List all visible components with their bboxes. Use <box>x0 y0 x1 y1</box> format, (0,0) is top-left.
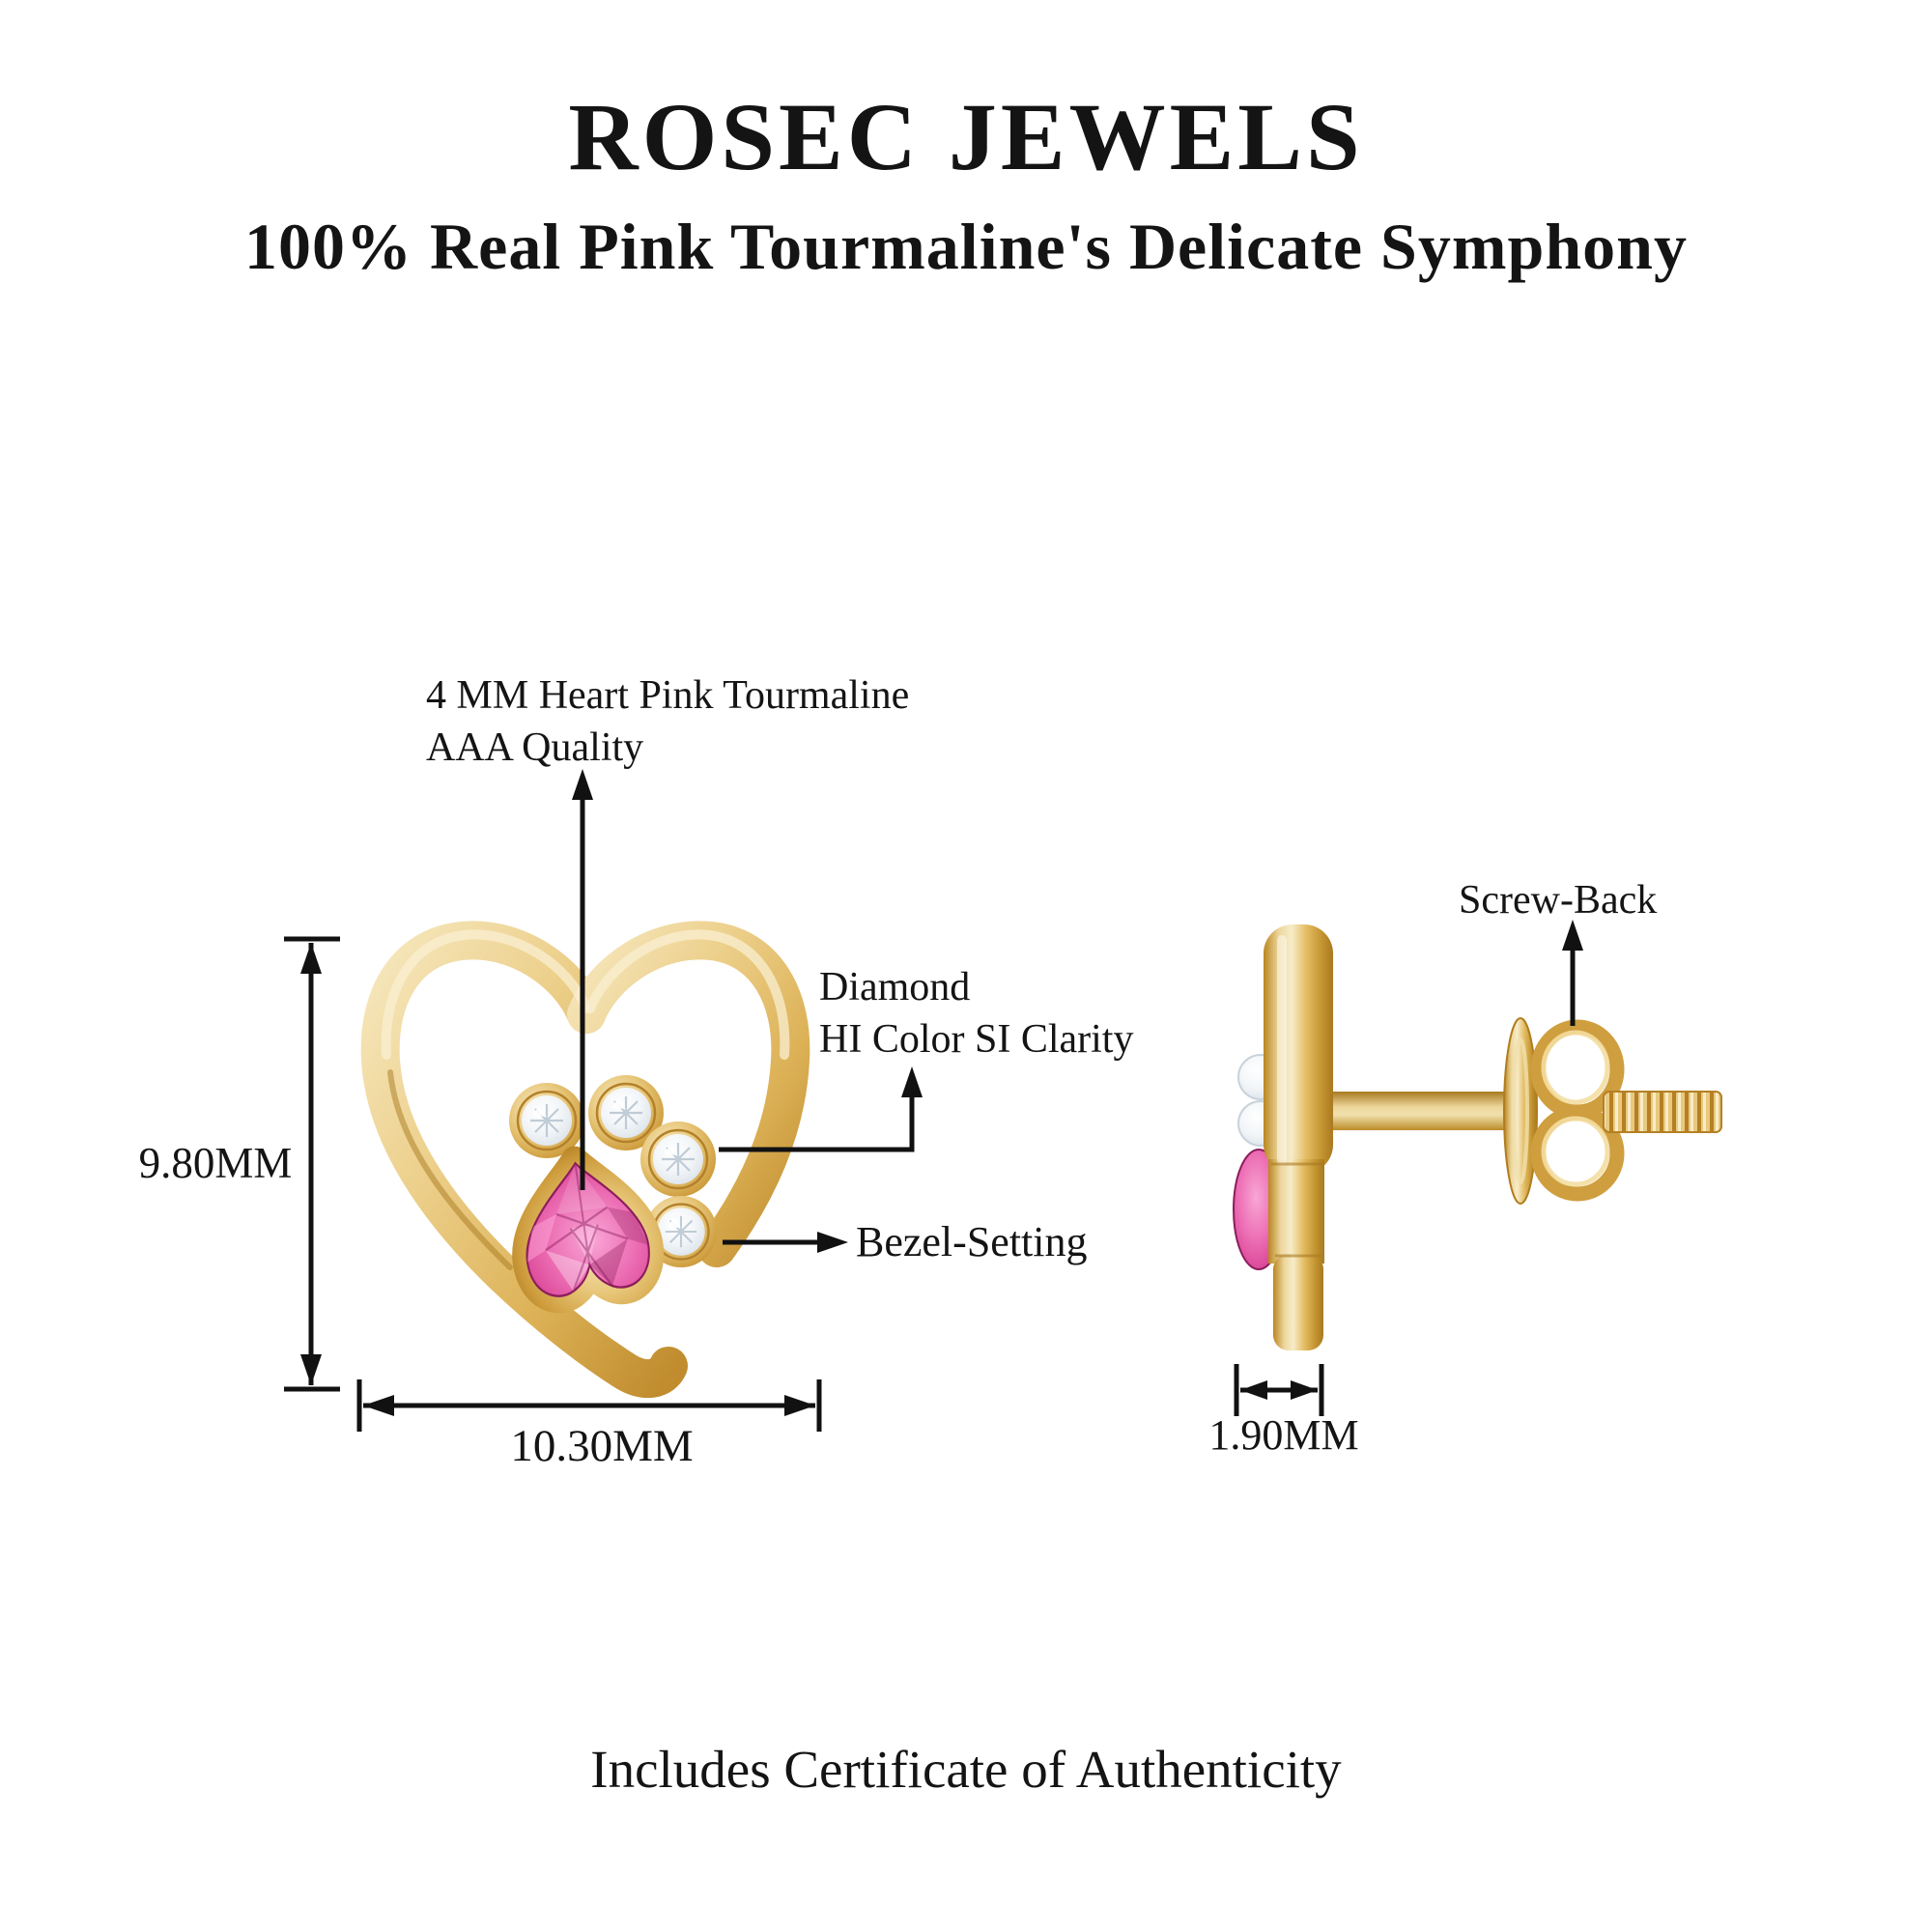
screwback-pointer-line <box>1562 920 1583 1026</box>
arrow-right-icon <box>1291 1380 1318 1400</box>
ear-post <box>1328 1092 1517 1130</box>
diamond-annotation-line2: HI Color SI Clarity <box>819 1016 1134 1062</box>
front-view-illustration <box>381 934 791 1378</box>
screw-back-annotation: Screw-Back <box>1459 878 1658 923</box>
arrow-up-icon <box>300 943 322 974</box>
arrow-right-icon <box>784 1395 815 1416</box>
diamond-pointer-line <box>719 1066 923 1150</box>
diamond-stone-3 <box>640 1122 716 1197</box>
width-dimension-label: 10.30MM <box>510 1421 694 1471</box>
arrow-left-icon <box>1240 1380 1267 1400</box>
clutch-disc <box>1504 1018 1537 1204</box>
brand-title: ROSEC JEWELS <box>568 83 1364 190</box>
arrow-down-icon <box>300 1354 322 1385</box>
diamond-annotation-line1: Diamond <box>819 965 971 1009</box>
thickness-dimension-line <box>1236 1364 1321 1416</box>
bezel-setting-annotation: Bezel-Setting <box>856 1218 1088 1265</box>
height-dimension-label: 9.80MM <box>138 1139 293 1187</box>
product-tagline: 100% Real Pink Tourmaline's Delicate Symphony <box>244 210 1688 283</box>
gemstone-annotation-line2: AAA Quality <box>426 724 644 770</box>
earring-profile <box>1264 924 1333 1350</box>
screw-thread <box>1604 1092 1721 1132</box>
arrow-right-icon <box>817 1232 848 1253</box>
gemstone-annotation-line1: 4 MM Heart Pink Tourmaline <box>426 673 910 718</box>
arrow-left-icon <box>363 1395 394 1416</box>
thickness-dimension-label: 1.90MM <box>1208 1411 1359 1459</box>
gemstone-annotation <box>426 670 909 775</box>
diamond-annotation <box>819 962 1133 1066</box>
side-view-illustration <box>1234 924 1721 1350</box>
certificate-note: Includes Certificate of Authenticity <box>590 1740 1342 1799</box>
arrow-up-icon <box>901 1066 923 1097</box>
